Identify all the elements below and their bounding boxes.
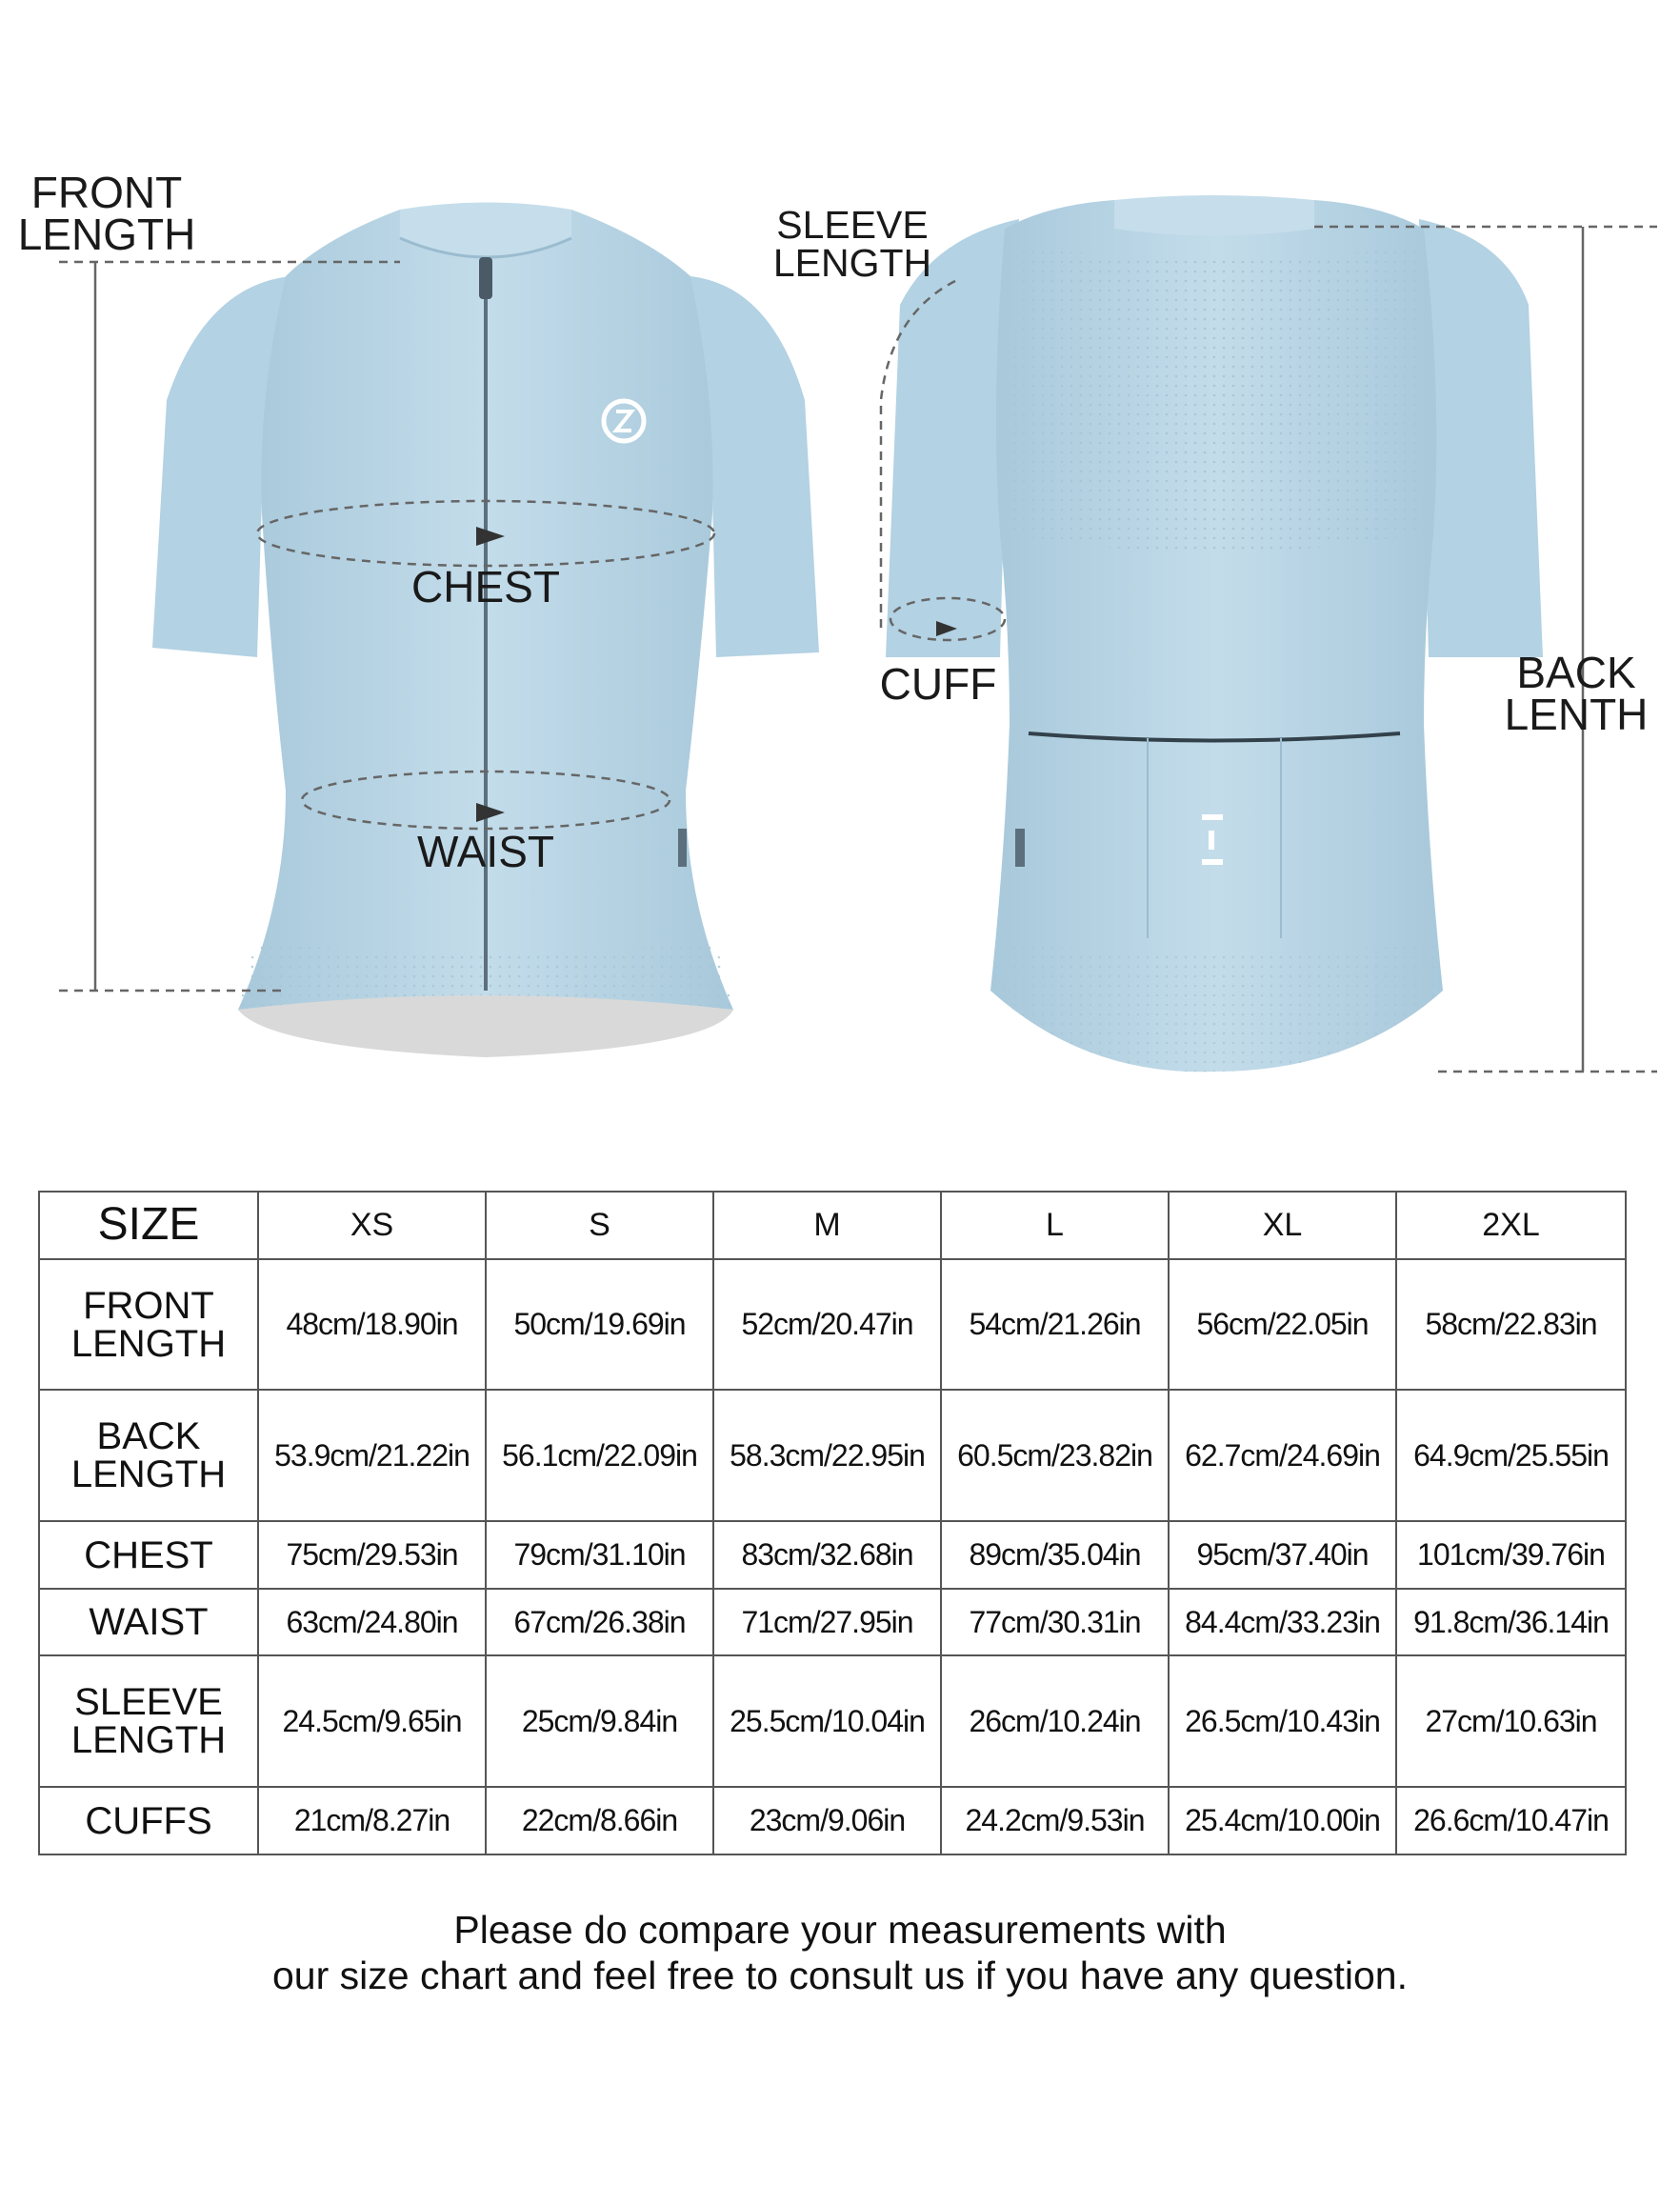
table-header-row xyxy=(39,1192,1626,1259)
table-row-chest xyxy=(39,1521,1626,1589)
table-cell: 24.2cm/9.53in xyxy=(941,1787,1169,1854)
table-cell: 95cm/37.40in xyxy=(1169,1521,1396,1589)
table-cell: 89cm/35.04in xyxy=(941,1521,1169,1589)
table-cell: 62.7cm/24.69in xyxy=(1169,1390,1396,1521)
size-header-s: S xyxy=(486,1192,713,1259)
row-label-line: CHEST xyxy=(84,1534,213,1576)
table-cell: 58.3cm/22.95in xyxy=(713,1390,941,1521)
table-cell: 26cm/10.24in xyxy=(941,1655,1169,1787)
table-cell: 67cm/26.38in xyxy=(486,1589,713,1656)
table-cell: 71cm/27.95in xyxy=(713,1589,941,1656)
table-cell: 23cm/9.06in xyxy=(713,1787,941,1854)
row-label-line: CUFFS xyxy=(85,1799,212,1842)
table-row-sleeve-length xyxy=(39,1655,1626,1787)
table-cell: 26.5cm/10.43in xyxy=(1169,1655,1396,1787)
table-cell: 54cm/21.26in xyxy=(941,1259,1169,1391)
table-row-front-length xyxy=(39,1259,1626,1391)
back-length-label-line1: BACK xyxy=(1516,648,1636,697)
row-label-line: LENGTH xyxy=(70,1719,227,1762)
table-cell: 24.5cm/9.65in xyxy=(258,1655,486,1787)
row-label-front-length xyxy=(39,1259,258,1391)
row-label-line: BACK xyxy=(96,1415,201,1458)
front-length-label-line1: FRONT xyxy=(30,168,183,217)
table-row-back-length xyxy=(39,1390,1626,1521)
table-cell: 53.9cm/21.22in xyxy=(258,1390,486,1521)
row-label-sleeve-length xyxy=(39,1655,258,1787)
sleeve-length-label-line2: LENGTH xyxy=(772,241,932,285)
size-header-m: M xyxy=(713,1192,941,1259)
waist-label: WAIST xyxy=(417,827,554,876)
table-cell: 25.5cm/10.04in xyxy=(713,1655,941,1787)
sleeve-length-label-line1: SLEEVE xyxy=(776,203,929,247)
table-cell: 21cm/8.27in xyxy=(258,1787,486,1854)
table-cell: 25cm/9.84in xyxy=(486,1655,713,1787)
table-cell: 60.5cm/23.82in xyxy=(941,1390,1169,1521)
size-chart-table xyxy=(38,1191,1627,1855)
table-row-cuffs xyxy=(39,1787,1626,1854)
back-jersey-icon xyxy=(886,195,1543,1072)
note-line-1: Please do compare your measurements with xyxy=(453,1908,1227,1952)
table-cell: 56cm/22.05in xyxy=(1169,1259,1396,1391)
table-row-waist xyxy=(39,1589,1626,1656)
table-cell: 91.8cm/36.14in xyxy=(1396,1589,1626,1656)
table-cell: 50cm/19.69in xyxy=(486,1259,713,1391)
row-label-line: WAIST xyxy=(89,1601,209,1644)
front-jersey-icon xyxy=(152,203,819,1058)
size-header-xl: XL xyxy=(1169,1192,1396,1259)
chest-label: CHEST xyxy=(411,562,560,611)
table-cell: 58cm/22.83in xyxy=(1396,1259,1626,1391)
table-cell: 27cm/10.63in xyxy=(1396,1655,1626,1787)
table-cell: 101cm/39.76in xyxy=(1396,1521,1626,1589)
table-cell: 56.1cm/22.09in xyxy=(486,1390,713,1521)
front-length-label-line2: LENGTH xyxy=(17,210,196,259)
cuff-label: CUFF xyxy=(879,659,997,709)
table-cell: 79cm/31.10in xyxy=(486,1521,713,1589)
row-label-line: FRONT xyxy=(83,1284,214,1327)
size-header-xs: XS xyxy=(258,1192,486,1259)
row-label-waist xyxy=(39,1589,258,1656)
table-cell: 25.4cm/10.00in xyxy=(1169,1787,1396,1854)
row-label-line: LENGTH xyxy=(70,1322,227,1365)
front-length-label xyxy=(11,168,202,259)
table-cell: 75cm/29.53in xyxy=(258,1521,486,1589)
size-header: SIZE xyxy=(39,1192,258,1259)
back-length-label-line2: LENTH xyxy=(1504,690,1649,739)
row-label-cuffs xyxy=(39,1787,258,1854)
row-label-line: LENGTH xyxy=(70,1453,227,1496)
measurement-note xyxy=(0,1907,1680,1998)
size-header-2xl: 2XL xyxy=(1396,1192,1626,1259)
row-label-back-length xyxy=(39,1390,258,1521)
size-header-l: L xyxy=(941,1192,1169,1259)
table-cell: 48cm/18.90in xyxy=(258,1259,486,1391)
table-cell: 84.4cm/33.23in xyxy=(1169,1589,1396,1656)
sleeve-length-label xyxy=(764,203,941,285)
table-cell: 52cm/20.47in xyxy=(713,1259,941,1391)
row-label-line: SLEEVE xyxy=(74,1681,223,1724)
table-cell: 26.6cm/10.47in xyxy=(1396,1787,1626,1854)
back-length-label xyxy=(1486,648,1667,739)
table-cell: 22cm/8.66in xyxy=(486,1787,713,1854)
row-label-chest xyxy=(39,1521,258,1589)
table-cell: 77cm/30.31in xyxy=(941,1589,1169,1656)
note-line-2: our size chart and feel free to consult us if you have any question. xyxy=(272,1954,1408,1997)
table-cell: 63cm/24.80in xyxy=(258,1589,486,1656)
table-cell: 83cm/32.68in xyxy=(713,1521,941,1589)
table-cell: 64.9cm/25.55in xyxy=(1396,1390,1626,1521)
